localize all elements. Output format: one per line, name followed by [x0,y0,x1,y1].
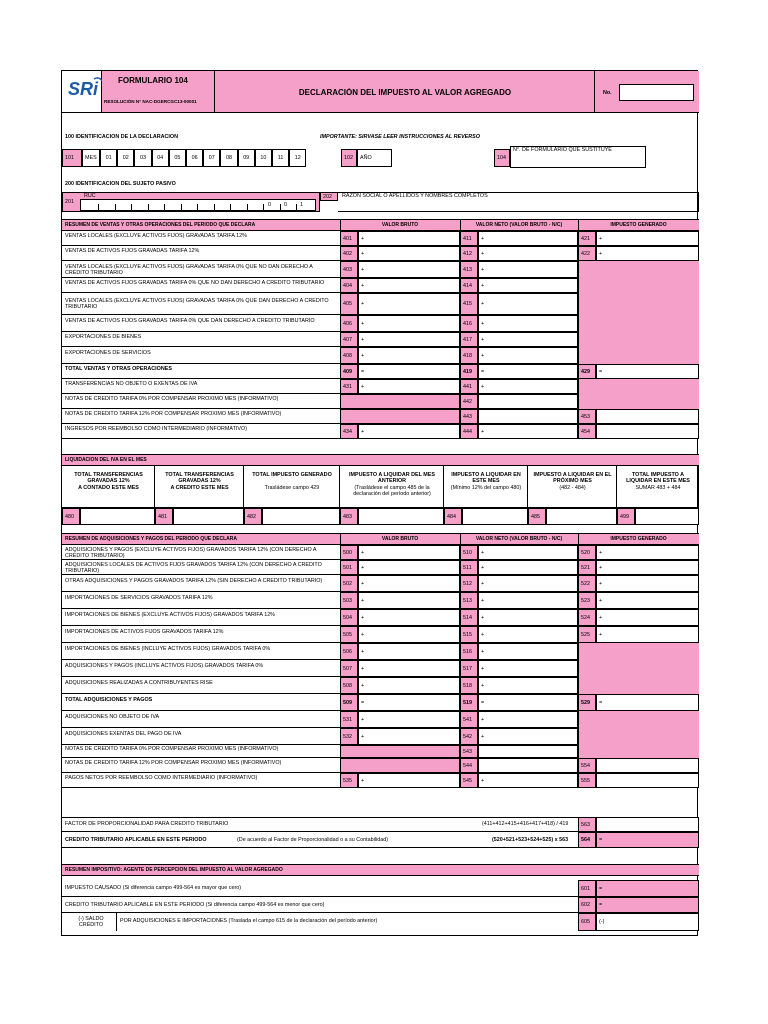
liq-h1: TOTAL TRANSFERENCIAS GRAVADAS 12% [74,472,143,485]
ventas-col-imp: IMPUESTO GENERADO [610,222,667,228]
ventas-code-b: 418 [460,347,478,364]
ventas-code-c: 429 [578,364,596,379]
adq-code-c: 522 [578,575,596,592]
ventas-row-label: VENTAS DE ACTIVOS FIJOS GRAVADAS TARIFA 0% QUE NO DAN DERECHO A CRÉDITO TRIBUTARIO [65,279,325,286]
adq-field-a[interactable]: + [358,609,460,626]
adq-code-a: 505 [340,626,358,643]
adq-code-b: 543 [460,745,478,758]
code-101: 101 [62,149,82,167]
adq-code-a: 507 [340,660,358,677]
ventas-field-b[interactable] [478,409,578,424]
ventas-field-a[interactable]: + [358,347,460,364]
ventas-field-b[interactable]: + [478,315,578,332]
ventas-field-c[interactable] [596,409,699,424]
ventas-code-b: 443 [460,409,478,424]
ventas-field-b[interactable]: + [478,246,578,261]
ruc-sep [247,204,248,210]
adq-row-label: IMPORTACIONES DE ACTIVOS FIJOS GRAVADOS TARIFA 12% [65,628,224,635]
adq-row-label: NOTAS DE CRÉDITO TARIFA 12% POR COMPENSAR PRÓXIMO MES (INFORMATIVO) [65,759,282,766]
liq-h1: IMPUESTO A LIQUIDAR DEL MES ANTERIOR [349,472,435,485]
adq-code-c: 555 [578,773,596,788]
ventas-hsep [340,219,341,231]
ruc-sep [115,204,116,210]
code-563: 563 [578,817,596,832]
ventas-row-label: NOTAS DE CRÉDITO TARIFA 0% POR COMPENSAR PRÓXIMO MES (INFORMATIVO) [65,395,279,402]
ventas-field-a[interactable]: + [358,231,460,246]
adq-code-c: 524 [578,609,596,626]
adq-field-b[interactable] [478,758,578,773]
ventas-blank-a [340,394,460,409]
adq-blank-c [578,660,699,677]
adq-field-a[interactable]: + [358,677,460,694]
sustituye-field[interactable]: N°. DE FORMULARIO QUE SUSTITUYE [510,146,646,168]
mes-label: MES [82,149,100,167]
ventas-field-a[interactable]: + [358,315,460,332]
ruc-sep [214,204,215,210]
ventas-col-bruto: VALOR BRUTO [381,222,419,228]
liq-field[interactable] [262,508,340,525]
adq-hsep [460,533,461,545]
ventas-row-label: NOTAS DE CRÉDITO TARIFA 12% POR COMPENSAR PRÓXIMO MES (INFORMATIVO) [65,410,282,417]
adq-code-a: 532 [340,728,358,745]
liq-h2: A CRÉDITO ESTE MES [170,485,229,491]
adq-code-b: 514 [460,609,478,626]
ventas-code-b: 417 [460,332,478,347]
r1-label: IMPUESTO CAUSADO (Si diferencia campo 499-564 es mayor que cero) [65,885,242,891]
ruc-label: RUC [84,193,96,199]
ruc-sep [197,204,198,210]
liq-h2: SUMAR 483 + 484 [635,485,681,491]
liq-field[interactable] [462,508,528,525]
ventas-field-b[interactable]: + [478,332,578,347]
liq-code: 483 [340,508,358,525]
ventas-code-b: 419 [460,364,478,379]
ventas-row-label: TOTAL VENTAS Y OTRAS OPERACIONES [65,365,172,372]
adq-field-c[interactable]: + [596,575,699,592]
adq-hsep [340,533,341,545]
adq-code-c: 554 [578,758,596,773]
adq-code-b: 544 [460,758,478,773]
ventas-row-label: VENTAS LOCALES (EXCLUYE ACTIVOS FIJOS) GRAVADAS TARIFA 12% [65,232,247,239]
code-605: 605 [578,913,596,931]
adq-field-b[interactable]: = [478,694,578,711]
ventas-code-a: 405 [340,293,358,315]
header-logo-box [62,71,102,113]
ruc-sep [280,204,281,210]
ruc-digit: 0 [284,202,287,208]
liq-code: 485 [528,508,546,525]
adq-code-c: 521 [578,560,596,575]
ruc-digit: 0 [268,202,271,208]
adq-col-neto: VALOR NETO (VALOR BRUTO - N/C) [475,536,563,542]
adq-code-a: 501 [340,560,358,575]
resumen-title: RESUMEN IMPOSITIVO: AGENTE DE PERCEPCIÓN DEL IMPUESTO AL VALOR AGREGADO [65,867,283,873]
r3-field[interactable]: (-) [596,913,699,931]
ventas-blank-c [578,261,699,278]
adq-field-a[interactable]: + [358,711,460,728]
code-564: 564 [578,832,596,848]
ventas-code-a: 408 [340,347,358,364]
resolution: RESOLUCIÓN N° NAC-DGERCGC13-00001 [104,99,197,104]
ventas-code-a: 406 [340,315,358,332]
ventas-field-b[interactable]: + [478,261,578,278]
month-10[interactable]: 10 [255,149,272,167]
code-104: 104 [494,149,510,167]
adq-field-a[interactable]: + [358,560,460,575]
adq-title: RESUMEN DE ADQUISICIONES Y PAGOS DEL PERÍODO QUE DECLARA [65,536,237,542]
adq-field-a[interactable]: + [358,773,460,788]
adq-field-c[interactable]: + [596,592,699,609]
ventas-row-label: VENTAS DE ACTIVOS FIJOS GRAVADAS TARIFA 0% QUE DAN DERECHO A CRÉDITO TRIBUTARIO [65,317,315,324]
ventas-code-b: 442 [460,394,478,409]
adq-code-a: 506 [340,643,358,660]
r2-label: CRÉDITO TRIBUTARIO APLICABLE EN ESTE PERÍODO (Si diferencia campo 499-564 es menor que cero) [65,902,325,908]
ruc-sep [230,204,231,210]
adq-code-c: 523 [578,592,596,609]
anio-field[interactable]: AÑO [357,149,392,167]
liq-h1: TOTAL TRANSFERENCIAS GRAVADAS 12% [165,472,234,485]
ventas-code-a: 404 [340,278,358,293]
adq-code-b: 513 [460,592,478,609]
ventas-blank-c [578,332,699,347]
adq-field-a[interactable]: + [358,592,460,609]
liq-h1: IMPUESTO A LIQUIDAR EN ESTE MES [451,472,521,485]
ventas-field-a[interactable]: + [358,424,460,439]
credito-note: (De acuerdo al Factor de Proporcionalidad o a su Contabilidad) [237,837,389,843]
adq-field-c[interactable]: = [596,694,699,711]
adq-field-b[interactable]: + [478,643,578,660]
adq-code-b: 510 [460,545,478,560]
ruc-sep [148,204,149,210]
credito-formula: (520+521+523+524+525) x 563 [492,837,569,843]
ventas-blank-c [578,315,699,332]
form-number-field[interactable] [619,84,694,101]
liq-code: 482 [244,508,262,525]
adq-field-c[interactable]: + [596,626,699,643]
code-202: 202 [320,192,338,201]
ventas-field-a[interactable]: + [358,379,460,394]
main-title: DECLARACIÓN DEL IMPUESTO AL VALOR AGREGADO [298,88,512,97]
month-01[interactable]: 01 [100,149,117,167]
ventas-field-b[interactable]: + [478,424,578,439]
adq-blank-c [578,677,699,694]
adq-code-a: 500 [340,545,358,560]
adq-field-a[interactable]: + [358,575,460,592]
month-03[interactable]: 03 [134,149,151,167]
code-602: 602 [578,897,596,913]
month-02[interactable]: 02 [117,149,134,167]
month-05[interactable]: 05 [169,149,186,167]
liq-h2: (482 - 484) [559,485,586,491]
liq-h2: A CONTADO ESTE MES [78,485,139,491]
adq-field-c[interactable]: + [596,545,699,560]
ventas-field-b[interactable] [478,394,578,409]
adq-hsep [578,533,579,545]
adq-col-bruto: VALOR BRUTO [381,536,419,542]
adq-code-a: 503 [340,592,358,609]
ruc-digit: 1 [300,202,303,208]
adq-code-b: 516 [460,643,478,660]
adq-field-b[interactable]: + [478,575,578,592]
sec100-important: IMPORTANTE: SÍRVASE LEER INSTRUCCIONES AL REVERSO [320,134,480,140]
ventas-field-a[interactable]: + [358,261,460,278]
adq-row-label: NOTAS DE CRÉDITO TARIFA 0% POR COMPENSAR PRÓXIMO MES (INFORMATIVO) [65,746,279,752]
ventas-code-b: 415 [460,293,478,315]
adq-blank-c [578,728,699,745]
svg-text:SRi: SRi [68,79,99,99]
ventas-field-b[interactable]: = [478,364,578,379]
saldo-label: (-) SALDO CRÉDITO [78,916,104,929]
liq-h2: (Mínimo 12% del campo 480) [450,485,522,491]
ventas-field-b[interactable]: + [478,278,578,293]
adq-field-b[interactable]: + [478,728,578,745]
adq-field-c[interactable] [596,758,699,773]
adq-row-label: ADQUISICIONES LOCALES DE ACTIVOS FIJOS GRAVADOS TARIFA 12% (CON DERECHO A CRÉDITO TRIBUTARIO) [65,561,322,574]
ventas-code-a: 434 [340,424,358,439]
code-102: 102 [341,149,357,167]
adq-field-a[interactable]: + [358,660,460,677]
factor-field[interactable] [596,817,699,832]
liq-title: LIQUIDACIÓN DEL IVA EN EL MES [65,457,147,463]
ventas-blank-a [340,409,460,424]
ventas-blank-c [578,379,699,394]
liq-code: 499 [617,508,635,525]
adq-code-c: 529 [578,694,596,711]
ventas-code-b: 414 [460,278,478,293]
adq-code-a: 504 [340,609,358,626]
ventas-code-b: 444 [460,424,478,439]
adq-row-label: ADQUISICIONES Y PAGOS (INCLUYE ACTIVOS FIJOS) GRAVADOS TARIFA 0% [65,662,264,669]
liq-code: 484 [444,508,462,525]
adq-field-c[interactable]: + [596,560,699,575]
code-601: 601 [578,880,596,897]
adq-field-b[interactable] [478,745,578,758]
liq-h1: TOTAL IMPUESTO A LIQUIDAR EN ESTE MES [626,472,690,485]
r3-label: POR ADQUISICIONES E IMPORTACIONES (Traslada el campo 615 de la declaración del período anterior) [120,918,378,924]
ventas-field-a[interactable]: = [358,364,460,379]
credito-field[interactable]: = [596,832,699,848]
sri-logo-icon [67,76,103,102]
adq-code-a: 535 [340,773,358,788]
month-09[interactable]: 09 [238,149,255,167]
adq-blank-c [578,643,699,660]
adq-field-b[interactable]: + [478,560,578,575]
month-04[interactable]: 04 [152,149,169,167]
adq-code-b: 519 [460,694,478,711]
adq-row-label: ADQUISICIONES NO OBJETO DE IVA [65,713,160,720]
month-06[interactable]: 06 [186,149,203,167]
adq-row-label: IMPORTACIONES DE SERVICIOS GRAVADOS TARIFA 12% [65,594,213,601]
ventas-code-a: 403 [340,261,358,278]
liq-field[interactable] [546,508,617,525]
ventas-field-b[interactable]: + [478,347,578,364]
adq-field-b[interactable]: + [478,626,578,643]
ventas-field-b[interactable]: + [478,231,578,246]
ventas-row-label: VENTAS DE ACTIVOS FIJOS GRAVADAS TARIFA 12% [65,247,200,254]
ventas-blank-c [578,293,699,315]
sec200-title: 200 IDENTIFICACIÓN DEL SUJETO PASIVO [65,181,176,187]
liq-code: 481 [155,508,173,525]
ventas-code-a: 401 [340,231,358,246]
credito-label: CRÉDITO TRIBUTARIO APLICABLE EN ESTE PERÍODO [65,837,207,843]
ruc-sep [296,204,297,210]
adq-code-b: 511 [460,560,478,575]
month-11[interactable]: 11 [272,149,289,167]
ventas-field-a[interactable]: + [358,246,460,261]
adq-blank-c [578,745,699,758]
header-no-box [594,71,699,113]
adq-code-b: 517 [460,660,478,677]
ventas-field-a[interactable]: + [358,278,460,293]
ventas-col-neto: VALOR NETO (VALOR BRUTO - N/C) [475,222,563,228]
adq-blank-a [340,758,460,773]
adq-field-b[interactable]: + [478,660,578,677]
ventas-title: RESUMEN DE VENTAS Y OTRAS OPERACIONES DEL PERÍODO QUE DECLARA [65,222,256,228]
ventas-code-a: 402 [340,246,358,261]
ventas-field-c[interactable]: = [596,364,699,379]
ventas-code-c: 421 [578,231,596,246]
adq-row-label: PAGOS NETOS POR REEMBOLSO COMO INTERMEDIARIO (INFORMATIVO) [65,774,258,781]
liq-h2: Trasládese campo 429 [264,485,320,491]
adq-row-label: IMPORTACIONES DE BIENES (EXCLUYE ACTIVOS FIJOS) GRAVADOS TARIFA 12% [65,611,275,618]
factor-formula: (411+412+415+416+417+418) / 419 [482,821,569,827]
month-08[interactable]: 08 [220,149,237,167]
ventas-code-b: 441 [460,379,478,394]
adq-code-b: 542 [460,728,478,745]
adq-col-imp: IMPUESTO GENERADO [610,536,667,542]
adq-field-b[interactable]: + [478,592,578,609]
adq-field-c[interactable]: + [596,609,699,626]
adq-row-label: OTRAS ADQUISICIONES Y PAGOS GRAVADOS TARIFA 12% (SIN DERECHO A CRÉDITO TRIBUTARIO) [65,577,323,584]
factor-label: FACTOR DE PROPORCIONALIDAD PARA CRÉDITO TRIBUTARIO [65,821,229,827]
ruc-sep [181,204,182,210]
adq-code-a: 509 [340,694,358,711]
adq-blank-a [340,745,460,758]
month-07[interactable]: 07 [203,149,220,167]
liq-h2: (Trasládese el campo 485 de la declaración del período anterior) [353,485,431,498]
adq-code-c: 525 [578,626,596,643]
ruc-sep [131,204,132,210]
liq-h1: TOTAL IMPUESTO GENERADO [252,472,332,478]
ventas-row-label: INGRESOS POR REEMBOLSO COMO INTERMEDIARIO (INFORMATIVO) [65,425,247,432]
adq-code-a: 508 [340,677,358,694]
ruc-sep [98,204,99,210]
ventas-field-a[interactable]: + [358,293,460,315]
adq-row-label: ADQUISICIONES REALIZADAS A CONTRIBUYENTES RISE [65,679,213,686]
header-title-box [214,71,594,113]
ventas-row-label: TRANSFERENCIAS NO OBJETO O EXENTAS DE IVA [65,380,198,387]
adq-row-label: ADQUISICIONES Y PAGOS (EXCLUYE ACTIVOS FIJOS) GRAVADOS TARIFA 12% (CON DERECHO A CRÉDITO TRIBUTARIO) [65,546,317,559]
ventas-row-label: VENTAS LOCALES (EXCLUYE ACTIVOS FIJOS) GRAVADAS TARIFA 0% QUE DAN DERECHO A CRÉDITO TRIBUTARIO [65,298,329,311]
liq-field[interactable] [80,508,155,525]
adq-code-b: 541 [460,711,478,728]
adq-field-a[interactable]: = [358,694,460,711]
ruc-sep [164,204,165,210]
liq-field[interactable] [173,508,244,525]
ventas-code-c: 422 [578,246,596,261]
ventas-row-label: EXPORTACIONES DE BIENES [65,333,142,340]
adq-code-a: 531 [340,711,358,728]
adq-field-c[interactable] [596,773,699,788]
adq-field-b[interactable]: + [478,773,578,788]
ventas-blank-c [578,347,699,364]
liq-code: 480 [62,508,80,525]
liq-field[interactable] [358,508,444,525]
adq-field-a[interactable]: + [358,545,460,560]
adq-row-label: ADQUISICIONES EXENTAS DEL PAGO DE IVA [65,730,182,737]
ventas-field-c[interactable] [596,424,699,439]
adq-blank-c [578,711,699,728]
ventas-field-a[interactable]: + [358,332,460,347]
adq-code-c: 520 [578,545,596,560]
ventas-field-b[interactable]: + [478,379,578,394]
ventas-code-b: 411 [460,231,478,246]
ventas-code-b: 416 [460,315,478,332]
form-104 [61,70,698,936]
adq-code-b: 515 [460,626,478,643]
no-label: No. [603,90,612,96]
adq-field-a[interactable]: + [358,626,460,643]
adq-code-b: 512 [460,575,478,592]
sec100-title: 100 IDENTIFICACIÓN DE LA DECLARACIÓN [65,134,179,140]
adq-code-b: 518 [460,677,478,694]
adq-row-label: TOTAL ADQUISICIONES Y PAGOS [65,696,153,703]
adq-field-b[interactable]: + [478,677,578,694]
ventas-code-c: 453 [578,409,596,424]
ventas-hsep [460,219,461,231]
liq-h1: IMPUESTO A LIQUIDAR EN EL PRÓXIMO MES [533,472,612,485]
ventas-code-c: 454 [578,424,596,439]
r1-field[interactable]: = [596,880,699,897]
r2-field[interactable]: = [596,897,699,913]
adq-code-a: 502 [340,575,358,592]
ventas-code-a: 407 [340,332,358,347]
adq-field-b[interactable]: + [478,711,578,728]
liq-header [62,454,699,466]
ventas-code-a: 409 [340,364,358,379]
code-201: 201 [65,199,74,205]
adq-field-a[interactable]: + [358,728,460,745]
liq-field[interactable] [635,508,699,525]
ventas-hsep [578,219,579,231]
adq-field-a[interactable]: + [358,643,460,660]
adq-row-label: IMPORTACIONES DE BIENES (INCLUYE ACTIVOS FIJOS) GRAVADOS TARIFA 0% [65,645,271,652]
adq-field-b[interactable]: + [478,545,578,560]
form-title: FORMULARIO 104 [118,76,188,85]
ventas-blank-c [578,394,699,409]
ventas-code-a: 431 [340,379,358,394]
header-form-box [102,71,214,113]
ventas-row-label: EXPORTACIONES DE SERVICIOS [65,349,151,356]
razon-label: RAZÓN SOCIAL O APELLIDOS Y NOMBRES COMPLETOS [342,193,488,199]
month-12[interactable]: 12 [289,149,306,167]
ventas-field-b[interactable]: + [478,293,578,315]
ventas-field-c[interactable]: + [596,246,699,261]
adq-field-b[interactable]: + [478,609,578,626]
ventas-blank-c [578,278,699,293]
ventas-code-b: 412 [460,246,478,261]
adq-code-b: 545 [460,773,478,788]
ventas-row-label: VENTAS LOCALES (EXCLUYE ACTIVOS FIJOS) GRAVADAS TARIFA 0% QUE NO DAN DERECHO A CRÉDITO TRIBUTARIO [65,263,313,276]
razon-field[interactable] [338,192,699,212]
ruc-sep [263,204,264,210]
ventas-code-b: 413 [460,261,478,278]
ventas-field-c[interactable]: + [596,231,699,246]
